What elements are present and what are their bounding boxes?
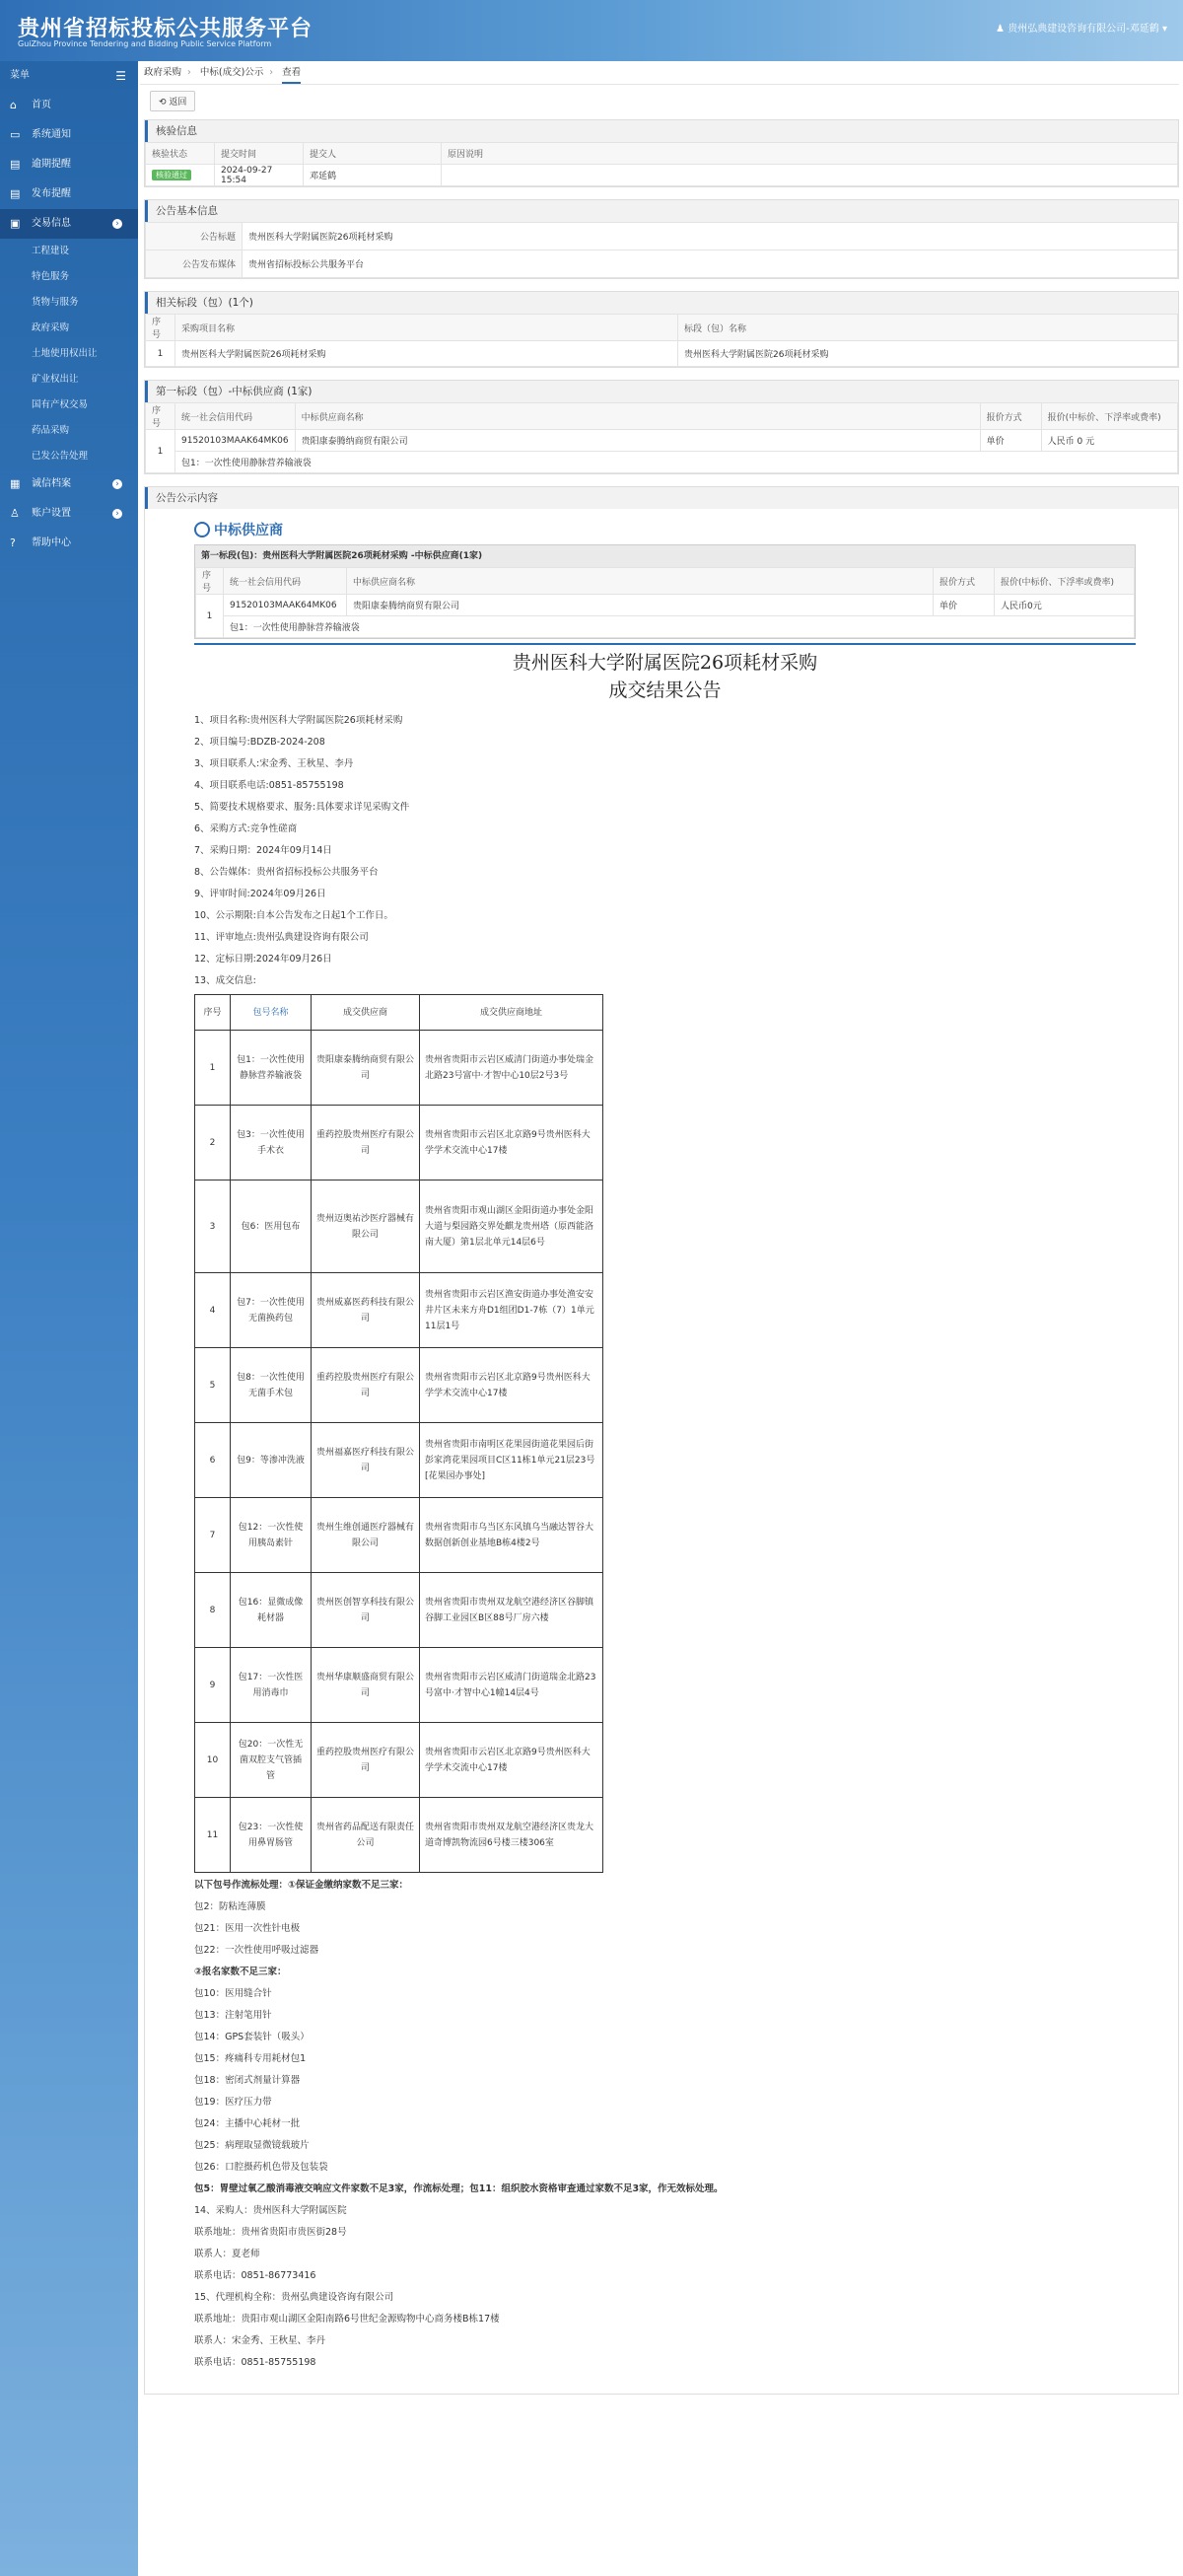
- verify-panel: [144, 119, 1179, 187]
- heading-text: 中标供应商: [214, 523, 283, 538]
- cell-no: 6: [195, 1423, 231, 1498]
- cell-addr: 贵州省贵阳市云岩区北京路9号贵州医科大学学术交流中心17楼: [420, 1723, 603, 1798]
- cell-supplier: 贵州威嘉医药科技有限公司: [312, 1273, 420, 1348]
- back-label: 返回: [169, 98, 187, 107]
- divider: [194, 643, 1136, 645]
- cell-no: 9: [195, 1648, 231, 1723]
- notice-title-line1: 贵州医科大学附属医院26项耗材采购: [512, 652, 818, 674]
- back-icon: ⟲: [159, 98, 170, 107]
- cell-pkg: 包9：等渗冲洗液: [231, 1423, 312, 1498]
- verify-title: 核验信息: [145, 120, 1178, 142]
- result-table: [194, 994, 603, 1873]
- cell-supplier: 重药控股贵州医疗有限公司: [312, 1348, 420, 1423]
- notice-line: 包25：病理取显微镜载玻片: [194, 2140, 310, 2151]
- supplier-name: 贵阳康泰腾纳商贸有限公司: [295, 430, 980, 452]
- notice-line: 包14：GPS套装针（吸头）: [194, 2032, 310, 2042]
- notice-line: 14、采购人：贵州医科大学附属医院: [194, 2205, 347, 2216]
- nav-icon: ♙: [10, 507, 20, 520]
- cell: 贵州医科大学附属医院26项耗材采购: [175, 341, 678, 367]
- cell-no: 3: [195, 1181, 231, 1273]
- notice-line: 包2：防粘连薄膜: [194, 1901, 266, 1912]
- col-header: 提交时间: [215, 143, 304, 165]
- col-header: 原因说明: [442, 143, 1178, 165]
- cell-supplier: 贵州省药品配送有限责任公司: [312, 1798, 420, 1873]
- sidebar-item-label: 账户设置: [32, 508, 71, 519]
- sidebar-subitem[interactable]: 特色服务: [32, 271, 70, 282]
- table-row: [195, 1573, 603, 1648]
- cell-pkg: 包12：一次性使用胰岛素针: [231, 1498, 312, 1573]
- sidebar-subitem[interactable]: 已发公告处理: [32, 451, 89, 462]
- nav-icon: ▣: [10, 217, 21, 230]
- menu-toggle-icon[interactable]: ☰: [115, 69, 126, 83]
- notice-line: 5、简要技术规格要求、服务:具体要求详见采购文件: [194, 802, 410, 813]
- sidebar-item-label: 帮助中心: [32, 537, 71, 548]
- cell-pkg: 包16：显微成像耗材器: [231, 1573, 312, 1648]
- breadcrumb: 政府采购 › 中标(成交)公示 › 查看: [140, 61, 1179, 85]
- winning-supplier-table: [195, 567, 1135, 638]
- field-label: 公告发布媒体: [146, 250, 243, 278]
- verify-table: [145, 142, 1178, 186]
- content-panel: [144, 486, 1179, 2395]
- col-header: 统一社会信用代码: [224, 568, 347, 595]
- winner-table: [145, 402, 1178, 473]
- cell-pkg: 包20：一次性无菌双腔支气管插管: [231, 1723, 312, 1798]
- cell-supplier: 贵州生维创通医疗器械有限公司: [312, 1498, 420, 1573]
- cell-no: 1: [195, 1031, 231, 1106]
- back-button[interactable]: [150, 91, 195, 111]
- nav-icon: ▭: [10, 128, 21, 141]
- user-name: 贵州弘典建设咨询有限公司-邓延鹤 ▾: [1008, 24, 1167, 35]
- basic-info-panel: [144, 199, 1179, 279]
- cell-supplier: 贵州医创智享科技有限公司: [312, 1573, 420, 1648]
- main-content: [140, 61, 1179, 2395]
- table-row: [195, 1648, 603, 1723]
- cell-addr: 贵州省贵阳市云岩区渔安街道办事处渔安安井片区未来方舟D1组团D1-7栋（7）1单元11层1号: [420, 1273, 603, 1348]
- notice-line: 6、采购方式:竞争性磋商: [194, 823, 298, 834]
- sidebar-item-label: 系统通知: [32, 129, 71, 140]
- notice-line: 包13：注射笔用针: [194, 2010, 272, 2021]
- cell-no: 2: [195, 1106, 231, 1181]
- sections-panel: [144, 291, 1179, 368]
- sidebar-subitem[interactable]: 国有产权交易: [32, 399, 89, 410]
- table-row: [195, 1723, 603, 1798]
- col-header: 包号名称: [231, 995, 312, 1031]
- reason: [442, 165, 1178, 186]
- cell-addr: 贵州省贵阳市观山湖区金阳街道办事处金阳大道与梨园路交界处麒龙贵州塔（原西能洛南大厦）第1层北单元14层6号: [420, 1181, 603, 1273]
- status-badge: 核验通过: [152, 170, 191, 180]
- package-name: 包1：一次性使用静脉营养输液袋: [175, 452, 1178, 473]
- notice-document: [145, 509, 1178, 2394]
- cell: 1: [196, 595, 224, 638]
- winning-supplier-heading: [194, 517, 1129, 544]
- winner-panel: [144, 380, 1179, 474]
- col-header: 报价(中标价、下浮率或费率): [995, 568, 1135, 595]
- target-icon: [194, 522, 210, 537]
- nav-icon: ⌂: [10, 99, 17, 111]
- winning-supplier-box: [194, 544, 1136, 639]
- col-header: 序号: [196, 568, 224, 595]
- sidebar-subitem[interactable]: 政府采购: [32, 322, 70, 333]
- col-header: 统一社会信用代码: [175, 403, 296, 430]
- cell-supplier: 重药控股贵州医疗有限公司: [312, 1106, 420, 1181]
- package-name: 包1：一次性使用静脉营养输液袋: [224, 616, 1135, 638]
- notice-line: 包5：胃壁过氧乙酸消毒液交响应文件家数不足3家，作流标处理；包11：组织胶水资格审查通过家数不足3家，作无效标处理。: [194, 2183, 724, 2194]
- cell-pkg: 包1：一次性使用静脉营养输液袋: [231, 1031, 312, 1106]
- col-header: 序号: [195, 995, 231, 1031]
- cell-no: 4: [195, 1273, 231, 1348]
- table-row: [195, 1798, 603, 1873]
- box-heading: 第一标段(包)：贵州医科大学附属医院26项耗材采购 -中标供应商(1家): [195, 545, 1135, 567]
- cell-supplier: 重药控股贵州医疗有限公司: [312, 1723, 420, 1798]
- sidebar-subitem[interactable]: 工程建设: [32, 246, 70, 256]
- field-label: 公告标题: [146, 223, 243, 250]
- sidebar-item[interactable]: [0, 529, 138, 558]
- cell-addr: 贵州省贵阳市云岩区威清门街道瑞金北路23号富中·才智中心1幢14层4号: [420, 1648, 603, 1723]
- col-header: 标段（包）名称: [678, 315, 1178, 341]
- notice-line: 包26：口腔摄药机色带及包装袋: [194, 2162, 328, 2173]
- sidebar-item[interactable]: [0, 469, 138, 499]
- cell-addr: 贵州省贵阳市贵州双龙航空港经济区谷脚镇谷脚工业园区B区88号厂房六楼: [420, 1573, 603, 1648]
- expand-icon[interactable]: ›: [112, 219, 122, 229]
- sections-table: [145, 314, 1178, 367]
- sidebar-item-label: 首页: [32, 100, 51, 110]
- notice-line: 10、公示期限:自本公告发布之日起1个工作日。: [194, 910, 393, 921]
- col-header: 核验状态: [146, 143, 215, 165]
- cell-supplier: 贵州福嘉医疗科技有限公司: [312, 1423, 420, 1498]
- menu-label: 菜单: [10, 70, 30, 81]
- supplier-name: 贵阳康泰腾纳商贸有限公司: [347, 595, 934, 616]
- cell: 贵州医科大学附属医院26项耗材采购: [678, 341, 1178, 367]
- breadcrumb-item-procurement[interactable]: 政府采购: [144, 67, 182, 78]
- cell: 1: [146, 341, 175, 367]
- field-value: 贵州省招标投标公共服务平台: [243, 250, 1178, 278]
- col-header: 成交供应商地址: [420, 995, 603, 1031]
- cell: 1: [146, 430, 175, 473]
- table-row: [195, 1031, 603, 1106]
- price-method: 单价: [934, 595, 995, 616]
- sidebar-item-label: 交易信息: [32, 218, 71, 229]
- col-header: 序号: [146, 315, 175, 341]
- notice-line: 3、项目联系人:宋金秀、王秋星、李丹: [194, 758, 354, 769]
- cell-addr: 贵州省贵阳市贵州双龙航空港经济区贵龙大道奇博凯物流园6号楼三楼306室: [420, 1798, 603, 1873]
- cell-supplier: 贵阳康泰腾纳商贸有限公司: [312, 1031, 420, 1106]
- notice-line: ②报名家数不足三家：: [194, 1967, 287, 1977]
- nav-icon: ▦: [10, 477, 21, 490]
- nav-icon: ?: [10, 537, 16, 549]
- table-row: [195, 1423, 603, 1498]
- col-header: 提交人: [304, 143, 442, 165]
- cell-pkg: 包17：一次性医用消毒巾: [231, 1648, 312, 1723]
- col-header: 报价(中标价、下浮率或费率): [1041, 403, 1177, 430]
- notice-line: 包15：疼痛科专用耗材包1: [194, 2053, 307, 2064]
- cell-no: 5: [195, 1348, 231, 1423]
- col-header: 中标供应商名称: [295, 403, 980, 430]
- sidebar-item-label: 逾期提醒: [32, 159, 71, 170]
- submitter: 邓延鹤: [304, 165, 442, 186]
- sidebar-subitem[interactable]: 货物与服务: [32, 297, 79, 308]
- cell-addr: 贵州省贵阳市云岩区威清门街道办事处瑞金北路23号富中·才智中心10层2号3号: [420, 1031, 603, 1106]
- cell-no: 10: [195, 1723, 231, 1798]
- notice-line: 4、项目联系电话:0851-85755198: [194, 780, 344, 791]
- breadcrumb-item-view[interactable]: 查看: [282, 67, 301, 84]
- expand-icon[interactable]: ›: [112, 509, 122, 519]
- sidebar-item[interactable]: [0, 120, 138, 150]
- notice-line: 1、项目名称:贵州医科大学附属医院26项耗材采购: [194, 715, 403, 726]
- table-row: [195, 1348, 603, 1423]
- submit-time: 2024-09-27 15:54: [215, 165, 304, 186]
- credit-code: 91520103MAAK64MK06: [175, 430, 296, 452]
- table-header-row: [195, 995, 603, 1031]
- col-header: 中标供应商名称: [347, 568, 934, 595]
- cell-pkg: 包8：一次性使用无菌手术包: [231, 1348, 312, 1423]
- col-header: 成交供应商: [312, 995, 420, 1031]
- sidebar-subitem[interactable]: 药品采购: [32, 425, 70, 436]
- table-row: [195, 1181, 603, 1273]
- basic-info-table: [145, 222, 1178, 278]
- col-header: 采购项目名称: [175, 315, 678, 341]
- menu-header: [0, 61, 138, 91]
- col-header: 序号: [146, 403, 175, 430]
- cell-pkg: 包7：一次性使用无菌换药包: [231, 1273, 312, 1348]
- notice-line: 包19：医疗压力带: [194, 2097, 272, 2108]
- notice-line: 7、采购日期：2024年09月14日: [194, 845, 332, 856]
- cell-addr: 贵州省贵阳市南明区花果园街道花果园后街彭家湾花果园项目C区11栋1单元21层23号[花果园办事处]: [420, 1423, 603, 1498]
- cell-no: 8: [195, 1573, 231, 1648]
- notice-line: 联系电话：0851-85755198: [194, 2357, 316, 2368]
- notice-line: 联系电话：0851-86773416: [194, 2270, 316, 2281]
- notice-title: [194, 649, 1136, 704]
- table-row: [195, 1273, 603, 1348]
- cell-pkg: 包3：一次性使用手术衣: [231, 1106, 312, 1181]
- price-method: 单价: [980, 430, 1041, 452]
- notice-line: 8、公告媒体：贵州省招标投标公共服务平台: [194, 867, 379, 878]
- notice-line: 联系人：夏老师: [194, 2249, 260, 2259]
- sidebar-subitem[interactable]: 矿业权出让: [32, 374, 79, 385]
- cell-addr: 贵州省贵阳市云岩区北京路9号贵州医科大学学术交流中心17楼: [420, 1348, 603, 1423]
- cell-addr: 贵州省贵阳市云岩区北京路9号贵州医科大学学术交流中心17楼: [420, 1106, 603, 1181]
- notice-line: 以下包号作流标处理：①保证金缴纳家数不足三家：: [194, 1880, 409, 1891]
- notice-line: 包24：主播中心耗材一批: [194, 2118, 301, 2129]
- cell-supplier: 贵州华康顺盛商贸有限公司: [312, 1648, 420, 1723]
- sidebar-item-label: 发布提醒: [32, 188, 71, 199]
- price: 人民币0元: [995, 595, 1135, 616]
- breadcrumb-item-notice[interactable]: 中标(成交)公示: [199, 67, 264, 78]
- sections-title: 相关标段（包）(1个): [145, 292, 1178, 314]
- sidebar-item[interactable]: [0, 209, 138, 239]
- sidebar: [0, 61, 138, 2576]
- notice-line: 包22：一次性使用呼吸过滤器: [194, 1945, 319, 1956]
- notice-line: 2、项目编号:BDZB-2024-208: [194, 737, 325, 748]
- notice-title-line2: 成交结果公告: [608, 680, 722, 701]
- top-header: [0, 0, 1183, 61]
- basic-info-title: 公告基本信息: [145, 200, 1178, 222]
- table-row: [195, 1106, 603, 1181]
- col-header: 报价方式: [934, 568, 995, 595]
- winner-title: 第一标段（包）-中标供应商 (1家): [145, 381, 1178, 402]
- notice-line: 11、评审地点:贵州弘典建设咨询有限公司: [194, 932, 369, 943]
- platform-title: 贵州省招标投标公共服务平台: [18, 17, 313, 41]
- sidebar-item[interactable]: [0, 150, 138, 179]
- nav-icon: ▤: [10, 187, 21, 200]
- col-header: 报价方式: [980, 403, 1041, 430]
- sidebar-item[interactable]: [0, 499, 138, 529]
- cell-pkg: 包6：医用包布: [231, 1181, 312, 1273]
- credit-code: 91520103MAAK64MK06: [224, 595, 347, 616]
- sidebar-item[interactable]: [0, 179, 138, 209]
- notice-line: 包21：医用一次性针电极: [194, 1923, 301, 1934]
- table-row: [195, 1498, 603, 1573]
- notice-line: 联系地址：贵阳市观山湖区金阳南路6号世纪金源购物中心商务楼B栋17楼: [194, 2314, 500, 2325]
- expand-icon[interactable]: ›: [112, 479, 122, 489]
- notice-line: 包18：密闭式剂量计算器: [194, 2075, 301, 2086]
- price: 人民币 0 元: [1041, 430, 1177, 452]
- cell-supplier: 贵州迈奥祐沙医疗器械有限公司: [312, 1181, 420, 1273]
- notice-line: 12、定标日期:2024年09月26日: [194, 954, 332, 965]
- nav-icon: ▤: [10, 158, 21, 171]
- sidebar-subitem[interactable]: 土地使用权出让: [32, 348, 98, 359]
- sidebar-item[interactable]: [0, 91, 138, 120]
- cell-pkg: 包23：一次性使用鼻胃肠管: [231, 1798, 312, 1873]
- field-value: 贵州医科大学附属医院26项耗材采购: [243, 223, 1178, 250]
- platform-subtitle: GuiZhou Province Tendering and Bidding Public Service Platform: [18, 39, 272, 48]
- user-icon: ♟: [996, 24, 1009, 35]
- cell-no: 11: [195, 1798, 231, 1873]
- user-menu[interactable]: [996, 20, 1167, 35]
- cell-no: 7: [195, 1498, 231, 1573]
- notice-line: 15、代理机构全称：贵州弘典建设咨询有限公司: [194, 2292, 394, 2303]
- cell-addr: 贵州省贵阳市乌当区东风镇乌当融达智谷大数据创新创业基地B栋4楼2号: [420, 1498, 603, 1573]
- notice-line: 9、评审时间:2024年09月26日: [194, 889, 326, 899]
- content-title: 公告公示内容: [145, 487, 1178, 509]
- sidebar-item-label: 诚信档案: [32, 478, 71, 489]
- notice-line: 包10：医用缝合针: [194, 1988, 272, 1999]
- notice-line: 联系人：宋金秀、王秋星、李丹: [194, 2335, 326, 2346]
- notice-line: 联系地址：贵州省贵阳市贵医街28号: [194, 2227, 347, 2238]
- notice-line: 13、成交信息:: [194, 975, 256, 986]
